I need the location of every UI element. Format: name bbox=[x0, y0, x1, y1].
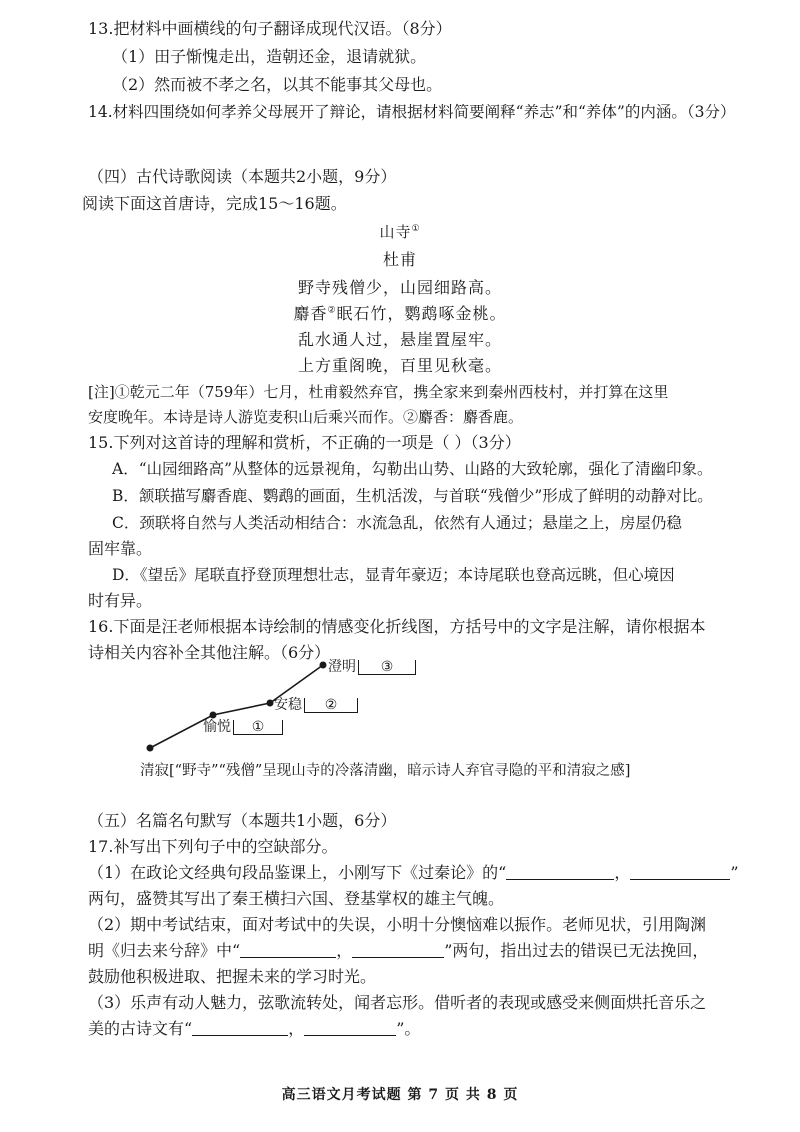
q15-option-a: A．“山园细路高”从整体的远景视角，勾勒出山势、山路的大致轮廓，强化了清幽印象。 bbox=[112, 460, 713, 478]
q15-option-c-line2: 固牢靠。 bbox=[88, 539, 153, 558]
q15-stem: 15.下列对这首诗的理解和赏析，不正确的一项是（ ）（3分） bbox=[88, 433, 521, 452]
q13-sentence-1: （1）田子惭愧走出，造朝还金，退请就狱。 bbox=[112, 47, 427, 66]
page-footer: 高三语文月考试题 第 7 页 共 8 页 bbox=[281, 1087, 519, 1103]
blank-3[interactable]: ③ bbox=[358, 660, 416, 675]
label-yuyue: 愉悦 ① bbox=[203, 718, 283, 736]
q15-option-d-line1: D．《望岳》尾联直抒登顶理想壮志，显青年豪迈；本诗尾联也登高远眺，但心境因 bbox=[112, 566, 675, 584]
q15-option-c-line1: C．颈联将自然与人类活动相结合：水流急乱，依然有人通过；悬崖之上，房屋仍稳 bbox=[112, 514, 682, 532]
poem-line-2: 麝香②眠石竹，鹦鹉啄金桃。 bbox=[293, 304, 507, 323]
q17-part2-line1: （2）期中考试结束，面对考试中的失误，小明十分懊恼难以振作。老师见状，引用陶渊 bbox=[88, 915, 707, 934]
label-anwen: 安稳 ② bbox=[274, 696, 358, 714]
poem-note-1: [注]①乾元二年（759年）七月，杜甫毅然弃官，携全家来到秦州西枝村，并打算在这里 bbox=[88, 383, 669, 401]
label-chengming: 澄明 ③ bbox=[328, 658, 416, 676]
blank-2[interactable]: ② bbox=[304, 698, 358, 713]
poem-line-3: 乱水通人过，悬崖置屋牢。 bbox=[297, 330, 502, 349]
q17-part3-line1: （3）乐声有动人魅力，弦歌流转处，闻者忘形。借听者的表现或感受来侧面烘托音乐之 bbox=[88, 993, 707, 1012]
point-qingji bbox=[147, 745, 154, 752]
q17-part2-blank1[interactable] bbox=[240, 941, 336, 958]
q17-part1-line1: （1）在政论文经典句段品鉴课上，小刚写下《过秦论》的“ ， ” bbox=[88, 863, 739, 882]
q13-sentence-2: （2）然而被不孝之名，以其不能事其父母也。 bbox=[112, 75, 443, 94]
poem-title: 山寺① bbox=[379, 223, 421, 241]
q17-part2-line3: 鼓励他积极进取、把握未来的学习时光。 bbox=[88, 967, 377, 986]
section-4-instruction: 阅读下面这首唐诗，完成15～16题。 bbox=[82, 194, 347, 213]
q17-part1-blank1[interactable] bbox=[506, 863, 614, 880]
q15-option-b: B．颔联描写麝香鹿、鹦鹉的画面，生机活泼，与首联“残僧少”形成了鲜明的动静对比。 bbox=[112, 487, 713, 505]
blank-1[interactable]: ① bbox=[233, 720, 283, 735]
q16-stem-line1: 16.下面是汪老师根据本诗绘制的情感变化折线图，方括号中的文字是注解，请你根据本 bbox=[88, 617, 706, 636]
q16-caption: 清寂[“野寺”“残僧”呈现山寺的冷落清幽，暗示诗人弃官寻隐的平和清寂之感] bbox=[140, 763, 631, 779]
q17-part2-line2: 明《归去来兮辞》中“ ， ”两句，指出过去的错误已无法挽回， bbox=[88, 941, 709, 960]
q17-part3-line2: 美的古诗文有“ ， ”。 bbox=[88, 1019, 421, 1038]
poem-author: 杜甫 bbox=[382, 250, 417, 269]
q17-stem: 17.补写出下列句子中的空缺部分。 bbox=[88, 837, 338, 856]
q17-part1-line2: 两句，盛赞其写出了秦王横扫六国、登基掌权的雄主气魄。 bbox=[88, 889, 505, 908]
section-4-header: （四）古代诗歌阅读（本题共2小题，9分） bbox=[88, 167, 397, 186]
q15-option-d-line2: 时有异。 bbox=[88, 591, 153, 610]
poem-line-1: 野寺残僧少，山园细路高。 bbox=[297, 278, 502, 297]
q17-part3-blank1[interactable] bbox=[192, 1019, 288, 1036]
poem-note-2: 安度晚年。本诗是诗人游览麦积山后乘兴而作。②麝香：麝香鹿。 bbox=[88, 408, 524, 426]
q13-stem: 13.把材料中画横线的句子翻译成现代汉语。（8分） bbox=[88, 19, 452, 38]
q17-part1-blank2[interactable] bbox=[630, 863, 730, 880]
poem-line-4: 上方重阁晚，百里见秋毫。 bbox=[297, 356, 502, 375]
point-anwen bbox=[267, 700, 274, 707]
point-chengming bbox=[320, 662, 327, 669]
section-5-header: （五）名篇名句默写（本题共1小题，6分） bbox=[88, 811, 397, 830]
q17-part3-blank2[interactable] bbox=[304, 1019, 396, 1036]
q17-part2-blank2[interactable] bbox=[352, 941, 444, 958]
q16-stem-line2: 诗相关内容补全其他注解。（6分） bbox=[88, 643, 331, 662]
q14-stem: 14.材料四围绕如何孝养父母展开了辩论，请根据材料简要阐释“养志”和“养体”的内涵。（3分） bbox=[88, 103, 736, 121]
